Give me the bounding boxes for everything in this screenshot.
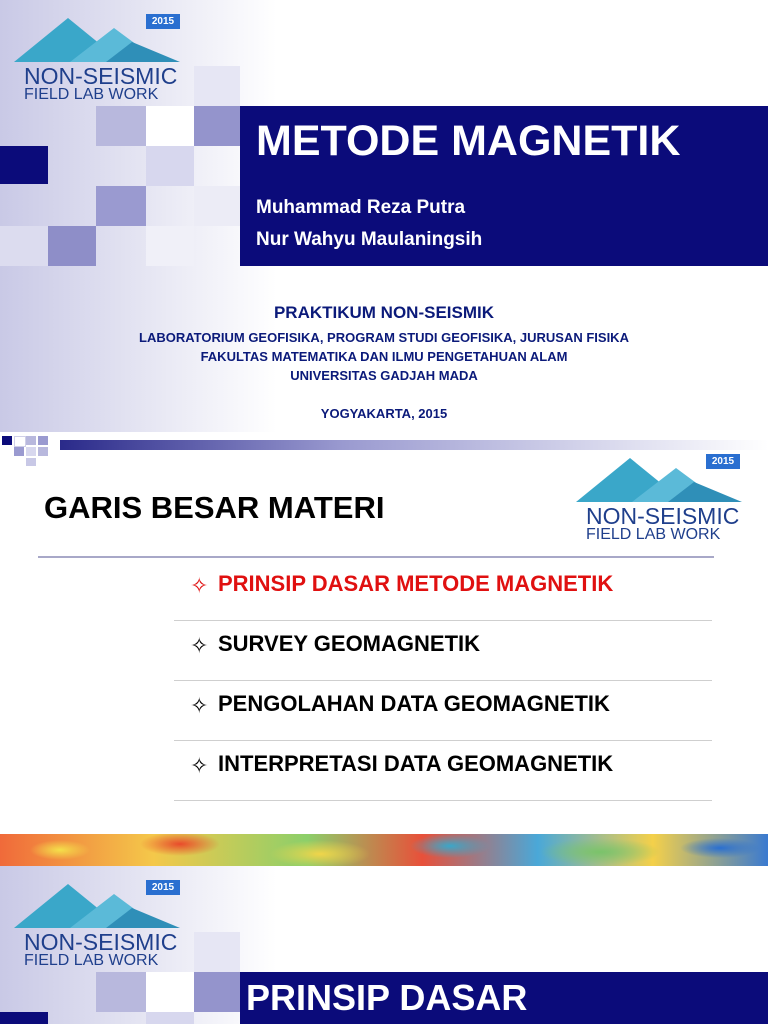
institution-line: LABORATORIUM GEOFISIKA, PROGRAM STUDI GEOFISIKA, JURUSAN FISIKA	[139, 330, 629, 345]
decor-square	[0, 1012, 48, 1024]
diamond-bullet-icon: ✧	[190, 573, 209, 598]
outline-item-label: INTERPRETASI DATA GEOMAGNETIK	[218, 751, 614, 776]
logo-line2: FIELD LAB WORK	[24, 86, 159, 103]
author-name: Muhammad Reza Putra	[256, 197, 466, 218]
course-name: PRAKTIKUM NON-SEISMIK	[273, 303, 495, 322]
decor-square	[14, 447, 24, 456]
decor-square	[146, 106, 194, 146]
decor-square	[2, 436, 12, 445]
decor-square	[146, 226, 194, 266]
logo-line1: NON-SEISMIC	[24, 63, 178, 89]
logo	[10, 878, 190, 970]
decor-square	[194, 106, 240, 146]
title-band	[240, 972, 768, 1024]
place-date: YOGYAKARTA, 2015	[320, 406, 448, 421]
decor-square	[96, 972, 146, 1012]
slide-principles	[0, 866, 768, 1024]
outline-title: GARIS BESAR MATERI	[44, 490, 385, 525]
title-band	[240, 106, 768, 266]
outline-item[interactable]	[174, 740, 712, 801]
decor-square	[146, 972, 194, 1012]
logo-year-badge: 2015	[146, 880, 180, 895]
outline-item-active[interactable]	[174, 560, 712, 621]
decor-square	[14, 436, 26, 447]
logo-line1: NON-SEISMIC	[586, 503, 740, 529]
outline-item-label: SURVEY GEOMAGNETIK	[218, 631, 481, 656]
outline-item-label: PENGOLAHAN DATA GEOMAGNETIK	[218, 691, 610, 716]
separator-gradient-bar	[60, 440, 768, 450]
decor-square	[38, 436, 48, 445]
slide-outline	[0, 456, 768, 834]
decor-square	[26, 458, 36, 466]
logo-line2: FIELD LAB WORK	[586, 526, 721, 543]
logo	[572, 452, 752, 544]
section-title: PRINSIP DASAR	[246, 977, 528, 1018]
logo-line1: NON-SEISMIC	[24, 929, 178, 955]
diamond-bullet-icon: ✧	[190, 753, 209, 778]
outline-item-label: PRINSIP DASAR METODE MAGNETIK	[218, 571, 614, 596]
decor-square	[194, 66, 240, 106]
slide-title	[0, 0, 768, 432]
decor-square	[0, 226, 48, 266]
decor-square	[26, 447, 36, 456]
outline-item[interactable]	[174, 620, 712, 681]
diamond-bullet-icon: ✧	[190, 633, 209, 658]
title-underline	[38, 556, 714, 558]
decor-square	[96, 106, 146, 146]
magnetic-map-strip	[0, 834, 768, 866]
logo	[10, 12, 190, 104]
decor-square	[194, 932, 240, 972]
decor-square	[0, 146, 48, 184]
decor-square	[48, 226, 96, 266]
decor-square	[146, 146, 194, 186]
author-name: Nur Wahyu Maulaningsih	[256, 229, 483, 250]
diamond-bullet-icon: ✧	[190, 693, 209, 718]
logo-line2: FIELD LAB WORK	[24, 952, 159, 969]
decor-square	[38, 447, 48, 456]
institution-line: UNIVERSITAS GADJAH MADA	[290, 368, 478, 383]
presentation-title: METODE MAGNETIK	[256, 117, 681, 165]
outline-item[interactable]	[174, 680, 712, 741]
decor-square	[194, 186, 240, 226]
decor-square	[96, 186, 146, 226]
institution-line: FAKULTAS MATEMATIKA DAN ILMU PENGETAHUAN ALAM	[200, 349, 568, 364]
logo-year-badge: 2015	[146, 14, 180, 29]
decor-square	[146, 1012, 194, 1024]
logo-year-badge: 2015	[706, 454, 740, 469]
decor-square	[26, 436, 36, 445]
decor-square	[194, 972, 240, 1012]
